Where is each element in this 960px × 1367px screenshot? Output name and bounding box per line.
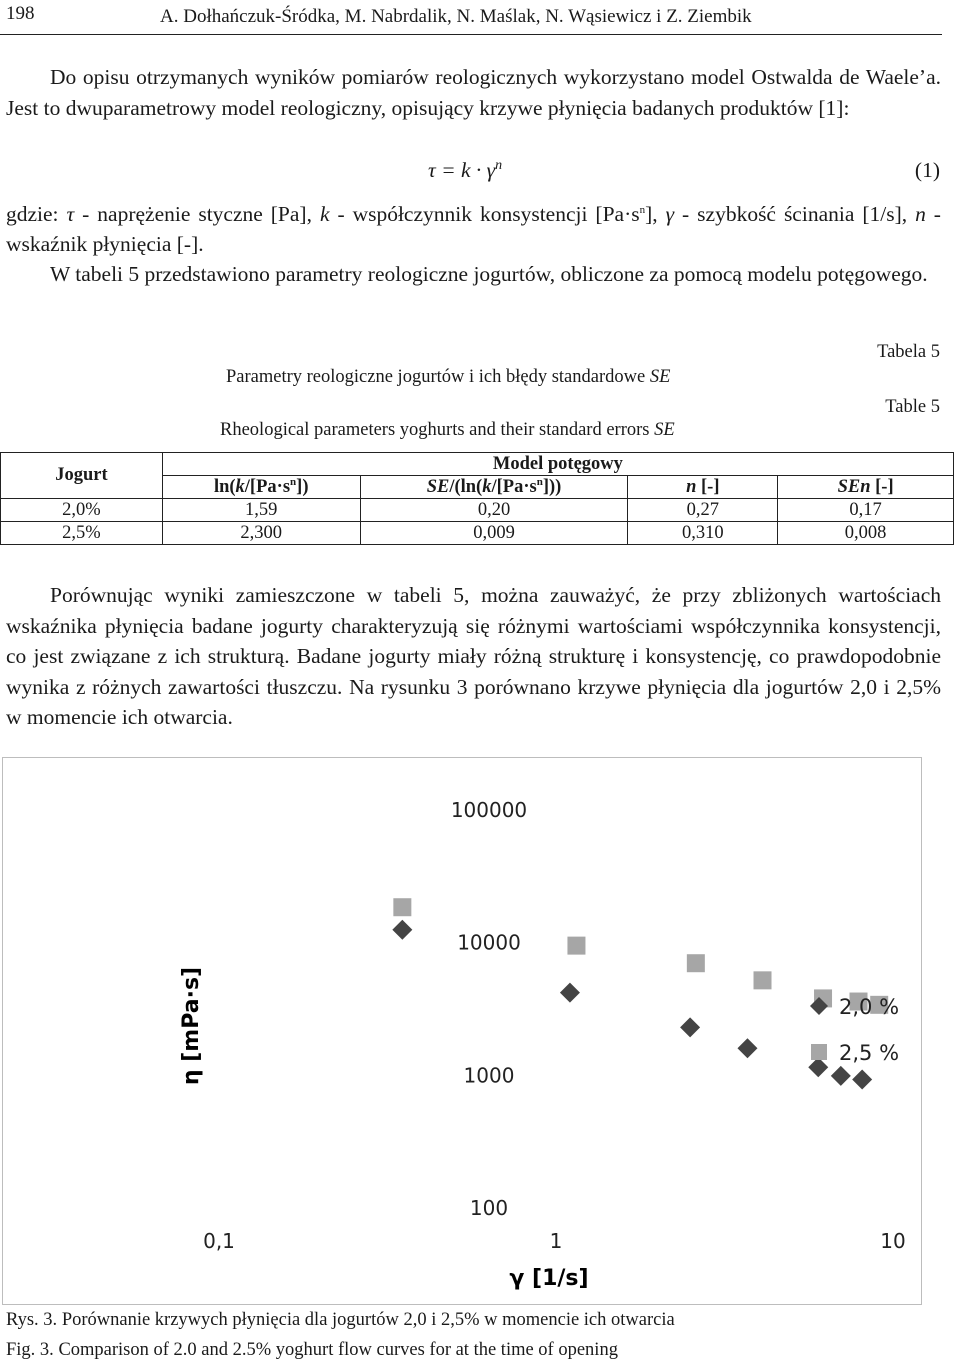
data-point-2-5 [754, 971, 772, 989]
data-point-2-0 [560, 983, 580, 1003]
table-row [1, 499, 954, 522]
rheology-parameters-table [0, 452, 954, 545]
legend-label: 2,0 % [839, 995, 900, 1019]
col-header-se-lnk: $SE/(\ln(k/[Pa\cdot s^n]))$ [360, 476, 628, 499]
running-header-authors: A. Dołhańczuk-Śródka, M. Nabrdalik, N. Maślak, N. Wąsiewicz i Z. Ziembik [160, 6, 752, 27]
data-point-2-5 [393, 898, 411, 916]
table-header-row [1, 453, 954, 476]
formula-number: (1) [914, 158, 940, 182]
table-title-pl: Parametry reologiczne jogurtów i ich błędy standardowe SE [226, 367, 671, 387]
page-number: 198 [6, 3, 35, 24]
definitions-text: gdzie: τ - naprężenie styczne [Pa], k - współczynnik konsystencji $[Pa\cdot s^n]$, γ - szybkość ścinania [1/s], n - wskaźnik płynięcia [-]. [6, 202, 941, 257]
cell-sen: 0,17 [778, 499, 954, 522]
col-header-n: n [-] [628, 476, 778, 499]
x-tick-label: 1 [549, 1229, 563, 1253]
header-rule [0, 34, 942, 35]
intro-text: Do opisu otrzymanych wyników pomiarów reologicznych wykorzystano model Ostwalda de Waele’a. Jest to dwuparametrowy model reologiczny, opisujący krzywe płynięcia badanych produktów [1]: [6, 65, 941, 120]
flow-curve-chart [2, 757, 922, 1305]
table-intro-text: W tabeli 5 przedstawiono parametry reologiczne jogurtów, obliczone za pomocą modelu potęgowego. [50, 262, 928, 287]
x-tick-label: 10 [880, 1229, 906, 1253]
cell-lnk: 1,59 [162, 499, 360, 522]
discussion-text: Porównując wyniki zamieszczone w tabeli 5, można zauważyć, że przy zbliżonych wartościach wskaźnika płynięcia badane jogurty charakteryzują się różnymi wartościami współczynnika konsystencji, co jest związane z ich strukturą. Badane jogurty miały różną strukturę i konsystencję, co prawdopodobnie wynika z różnych zawartości tłuszczu. Na rysunku 3 porównano krzywe płynięcia dla jogurtów 2,0 i 2,5% w momencie ich otwarcia. [6, 583, 941, 729]
table-title-en: Rheological parameters yoghurts and their standard errors SE [220, 420, 675, 440]
col-header-jogurt: Jogurt [1, 453, 163, 499]
formula-expression: $\tau = k \cdot \gamma^n$ [428, 158, 503, 183]
figure-caption-en: Fig. 3. Comparison of 2.0 and 2.5% yoghurt flow curves for at the time of opening [6, 1340, 618, 1360]
y-axis-label: η [mPa·s] [179, 966, 204, 1086]
data-point-2-5 [687, 954, 705, 972]
x-axis-label: γ [1/s] [509, 1266, 589, 1291]
table-label-en: Table 5 [885, 397, 940, 417]
y-tick-label: 100000 [450, 798, 528, 822]
data-points [392, 898, 888, 1089]
table-label-pl: Tabela 5 [877, 342, 940, 362]
data-point-2-0 [737, 1038, 757, 1058]
table-row [1, 522, 954, 545]
cell-se-lnk: 0,20 [360, 499, 628, 522]
col-header-model: Model potęgowy [162, 453, 953, 476]
data-point-2-5 [567, 937, 585, 955]
figure-caption-pl: Rys. 3. Porównanie krzywych płynięcia dla jogurtów 2,0 i 2,5% w momencie ich otwarcia [6, 1310, 675, 1330]
legend-label: 2,5 % [839, 1041, 900, 1065]
data-point-2-0 [808, 1057, 828, 1077]
y-tick-label: 100 [469, 1196, 509, 1220]
y-tick-label: 10000 [457, 930, 521, 955]
cell-lnk: 2,300 [162, 522, 360, 545]
data-point-2-0 [680, 1017, 700, 1037]
data-point-2-0 [852, 1070, 872, 1090]
definitions-block [6, 195, 941, 289]
cell-se-lnk: 0,009 [360, 522, 628, 545]
discussion-paragraph [6, 580, 941, 733]
x-tick-label: 0,1 [203, 1229, 235, 1253]
col-header-lnk: $\ln(k/[Pa\cdot s^n])$ [162, 476, 360, 499]
data-point-2-0 [392, 920, 412, 940]
legend-marker-2-5 [811, 1044, 827, 1060]
cell-jogurt: 2,0% [1, 499, 163, 522]
cell-n: 0,27 [628, 499, 778, 522]
data-point-2-0 [831, 1066, 851, 1086]
y-tick-label: 1000 [463, 1063, 515, 1088]
y-tick-labels [451, 798, 527, 1220]
cell-jogurt: 2,5% [1, 522, 163, 545]
col-header-sen: SEn [-] [778, 476, 954, 499]
intro-paragraph [6, 62, 941, 123]
cell-n: 0,310 [628, 522, 778, 545]
chart-legend [810, 995, 899, 1065]
cell-sen: 0,008 [778, 522, 954, 545]
x-tick-labels [203, 1229, 906, 1253]
chart-svg [3, 758, 921, 1304]
